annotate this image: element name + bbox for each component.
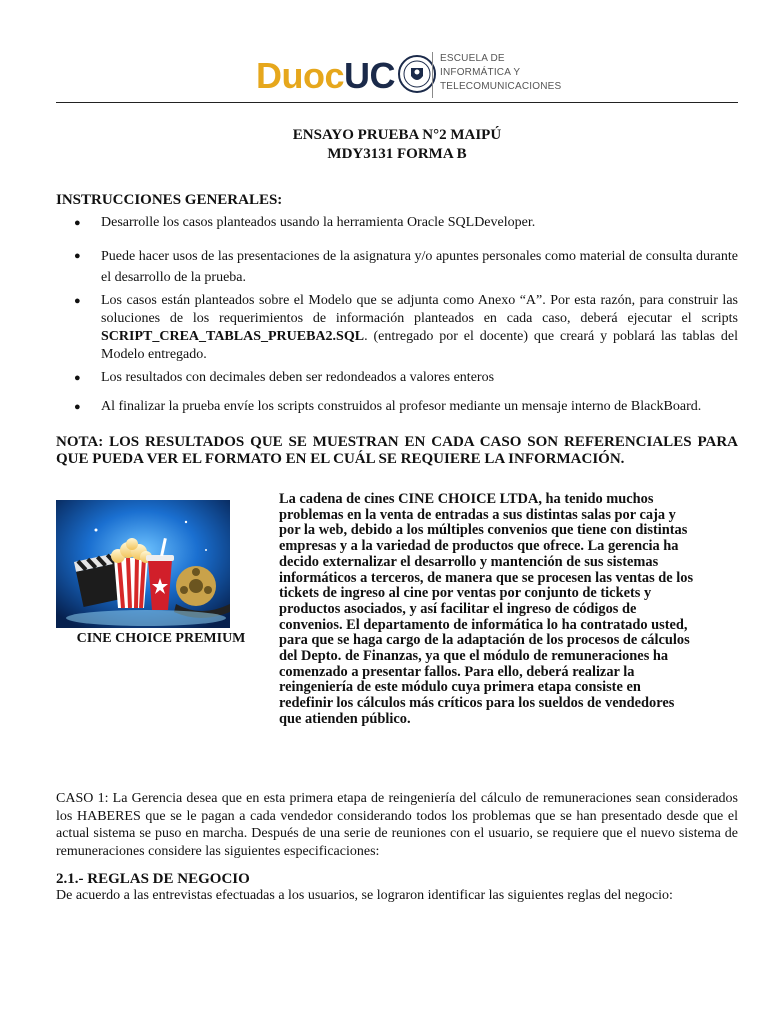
intro-paragraph [279,492,738,728]
university-seal-icon [397,54,437,94]
school-name [440,52,561,94]
intro-line: que atienden público. [279,710,411,727]
document-title: ENSAYO PRUEBA N°2 MAIPÚ [292,127,502,143]
instructions-heading: INSTRUCCIONES GENERALES: [56,192,283,208]
cinema-promo-image [56,500,230,628]
school-line: ESCUELA DE [440,53,505,64]
case-1-paragraph: CASO 1: La Gerencia desea que en esta primera etapa de reingeniería del cálculo de remuneraciones sean considerados los HABERES que se le pagan a cada vendedor considerando todos los problemas que se han presentado desde que el actual sistema se puso en marcha. Después de una serie de reuniones con el usuario, se requiere que el nuevo sistema de remuneraciones considere las siguientes especificaciones: [56,791,738,859]
duoc-uc-logo [256,50,562,102]
intro-line: decido externalizar el desarrollo y mantención de sus sistemas [279,553,659,570]
intro-line: informáticos a terceros, de manera que se procesen las ventas de los [279,569,694,586]
bullet-icon: ● [74,295,81,307]
intro-line: para que se haga cargo de la adaptación de los procesos de cálculos [279,632,690,649]
school-line: TELECOMUNICACIONES [440,81,562,92]
intro-line: redefinir los cálculos más críticos para los sueldos de vendedores [279,695,675,712]
business-rules-heading: 2.1.- REGLAS DE NEGOCIO [56,871,250,887]
school-line: INFORMÁTICA Y [440,67,521,78]
intro-line: tickets de ingreso al cine por ventas por conjunto de tickets y [279,585,652,602]
document-subtitle: MDY3131 FORMA B [327,146,467,162]
header-rule [56,102,738,103]
intro-line: La cadena de cines CINE CHOICE LTDA, ha tenido muchos [279,491,654,507]
intro-line: convenios. El departamento de informática lo ha contratado usted, [279,616,688,633]
bullet-icon: ● [74,217,81,229]
bullet-icon: ● [74,372,81,384]
note-paragraph: NOTA: LOS RESULTADOS QUE SE MUESTRAN EN CADA CASO SON REFERENCIALES PARA QUE PUEDA VER EL FORMATO EN EL CUÁL SE REQUIERE LA INFORMACIÓN. [56,434,738,467]
image-caption: CINE CHOICE PREMIUM [76,631,246,646]
intro-line: reingeniería de este módulo cuya primera etapa consiste en [279,679,641,696]
bullet-icon: ● [74,250,81,262]
business-rules-intro: De acuerdo a las entrevistas efectuadas a los usuarios, se lograron identificar las siguientes reglas del negocio: [56,888,673,903]
intro-line: problemas en la venta de entradas a sus distintas salas por caja y [279,506,676,523]
logo-wordmark: DuocUC [256,55,395,96]
logo-divider [432,52,433,98]
intro-line: empresas y a la variedad de productos que ofrece. La gerencia ha [279,538,679,555]
script-name: SCRIPT_CREA_TABLAS_PRUEBA2.SQL [101,329,365,344]
intro-line: por la web, debido a los múltiples convenios que tiene con distintas [279,522,688,539]
intro-line: productos asociados, y así facilitar el ingreso de códigos de [279,600,637,617]
intro-line: comenzado a presentar fallos. Para ello, deberá realizar la [279,663,635,680]
bullet-icon: ● [74,401,81,413]
intro-line: del Depto. de Finanzas, ya que el módulo de remuneraciones ha [279,648,669,665]
